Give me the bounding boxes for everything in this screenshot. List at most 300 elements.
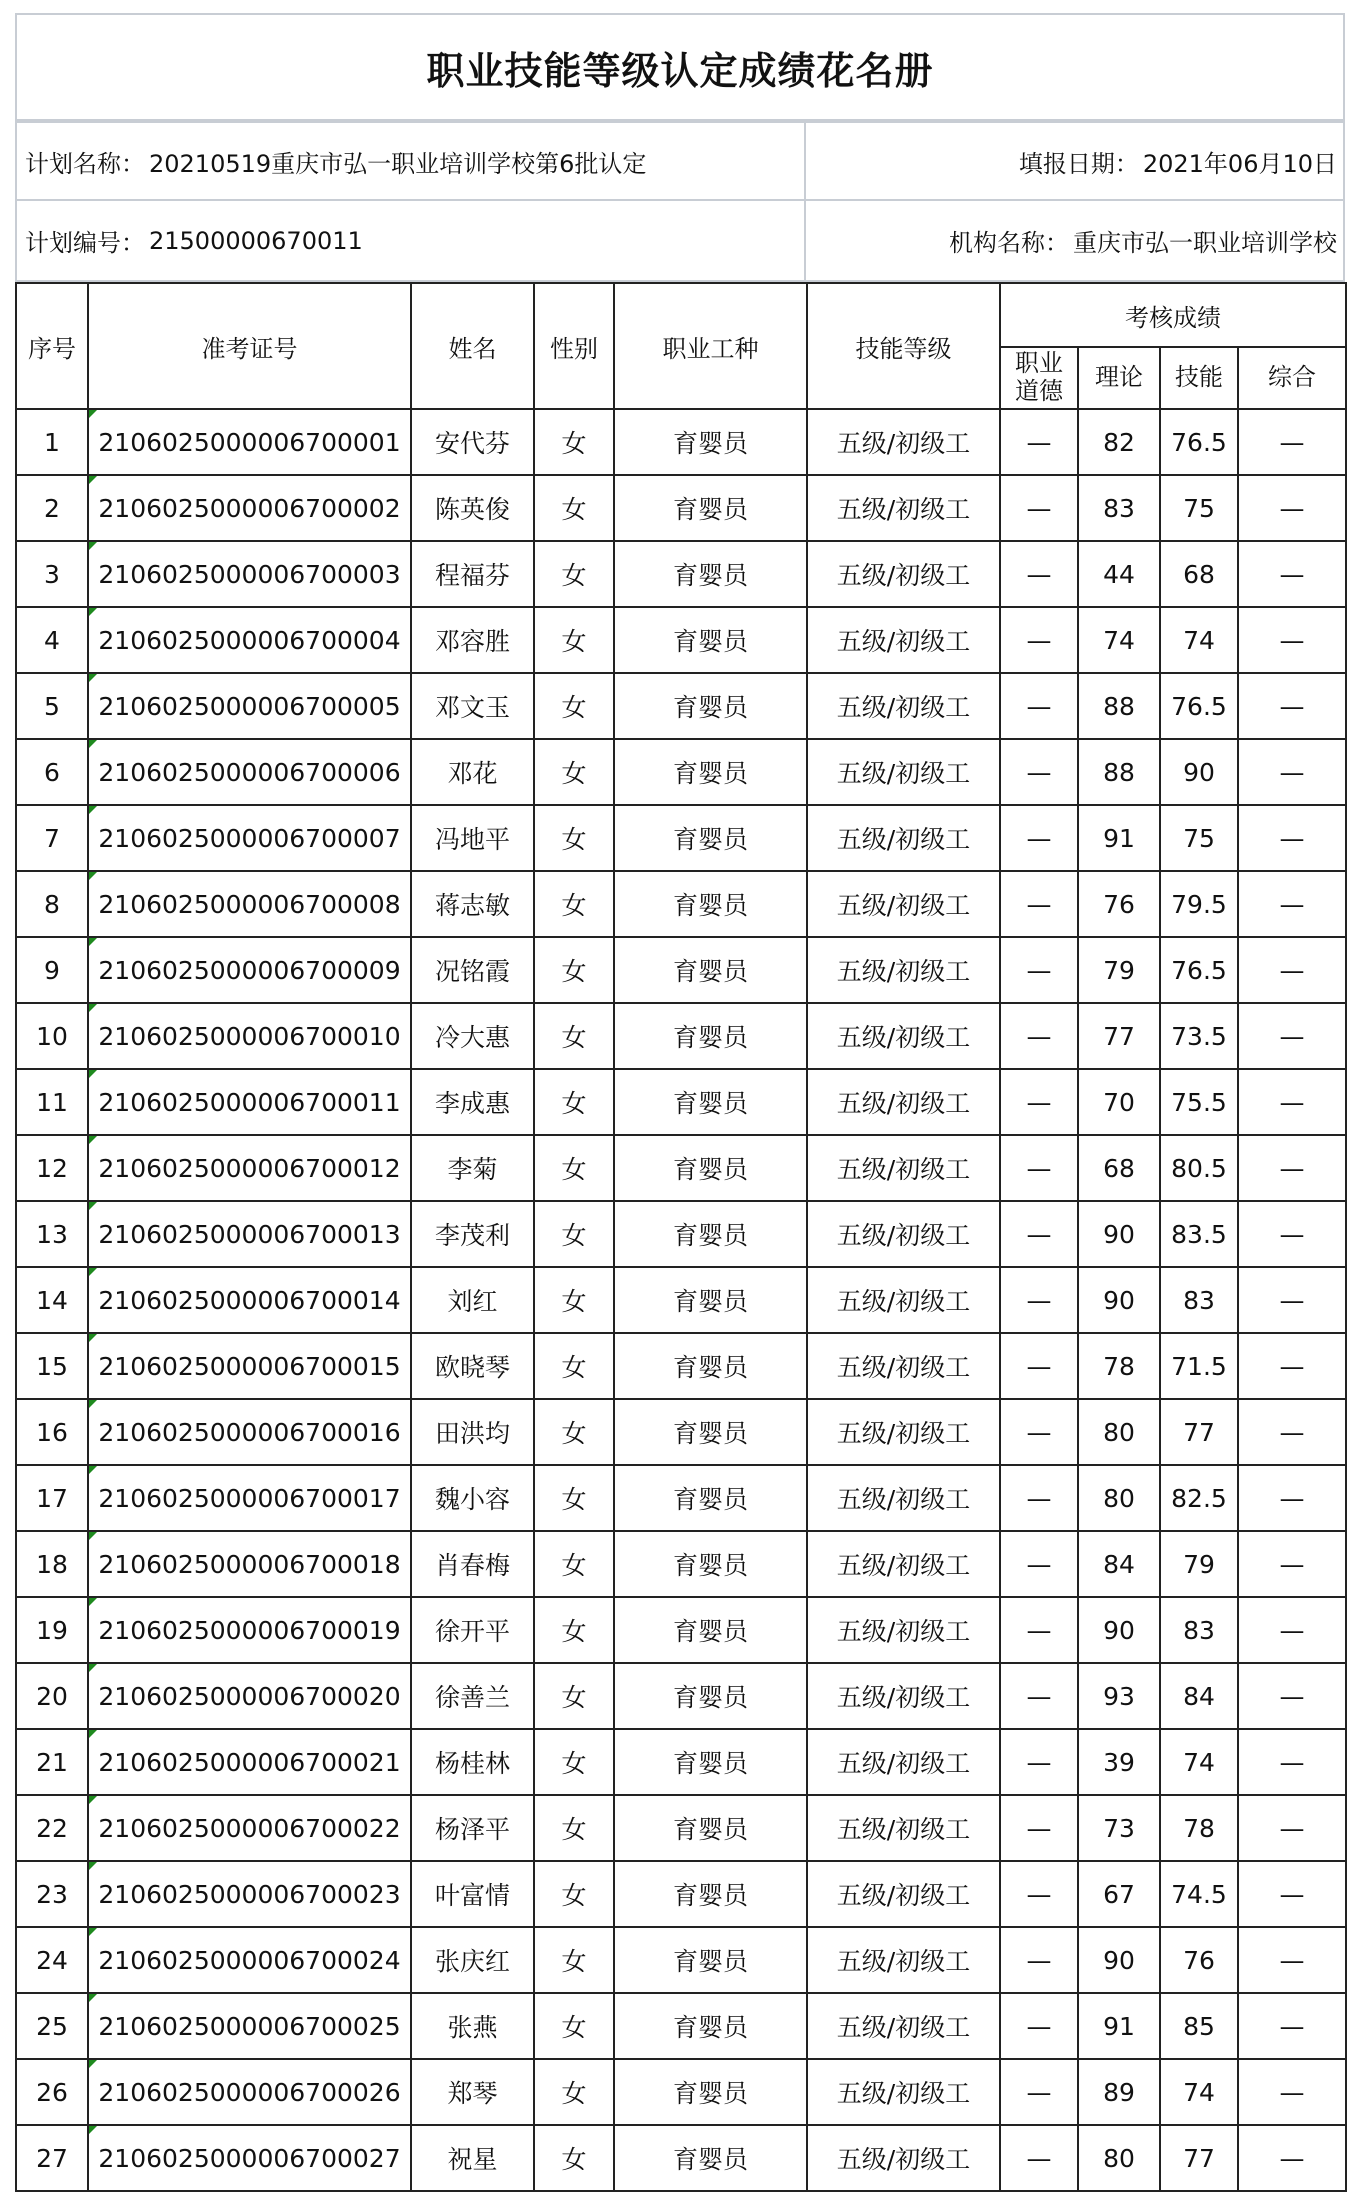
theory-score-cell: 76 (1078, 871, 1160, 937)
theory-score-cell: 84 (1078, 1531, 1160, 1597)
occupation-cell: 育婴员 (614, 1861, 807, 1927)
name-cell: 张庆红 (411, 1927, 534, 1993)
skill-score-cell: 75 (1160, 805, 1238, 871)
exam-no-text: 2106025000006700007 (98, 823, 401, 853)
gender-cell: 女 (534, 1399, 614, 1465)
ethics-score-cell: — (1000, 805, 1078, 871)
level-cell: 五级/初级工 (807, 607, 1000, 673)
text-number-indicator-icon (89, 740, 97, 748)
theory-score-cell: 89 (1078, 2059, 1160, 2125)
theory-score-cell: 73 (1078, 1795, 1160, 1861)
gender-cell: 女 (534, 1465, 614, 1531)
name-cell: 田洪均 (411, 1399, 534, 1465)
gender-cell: 女 (534, 1597, 614, 1663)
text-number-indicator-icon (89, 938, 97, 946)
occupation-cell: 育婴员 (614, 1003, 807, 1069)
header-exam-no: 准考证号 (88, 283, 411, 409)
table-row (16, 1003, 1346, 1069)
theory-score-cell: 83 (1078, 475, 1160, 541)
theory-score-cell: 39 (1078, 1729, 1160, 1795)
seq-cell: 15 (16, 1333, 88, 1399)
level-cell: 五级/初级工 (807, 1663, 1000, 1729)
gender-cell: 女 (534, 739, 614, 805)
occupation-cell: 育婴员 (614, 1267, 807, 1333)
name-cell: 肖春梅 (411, 1531, 534, 1597)
table-row (16, 1399, 1346, 1465)
theory-score-cell: 82 (1078, 409, 1160, 475)
table-row (16, 1201, 1346, 1267)
skill-score-cell: 77 (1160, 1399, 1238, 1465)
table-row (16, 1069, 1346, 1135)
exam-no-text: 2106025000006700027 (98, 2143, 401, 2173)
occupation-cell: 育婴员 (614, 1201, 807, 1267)
occupation-cell: 育婴员 (614, 1795, 807, 1861)
gender-cell: 女 (534, 805, 614, 871)
name-cell: 徐开平 (411, 1597, 534, 1663)
skill-score-cell: 77 (1160, 2125, 1238, 2191)
org-name-label: 机构名称： (949, 229, 1069, 257)
exam-no-text: 2106025000006700012 (98, 1153, 401, 1183)
gender-cell: 女 (534, 1333, 614, 1399)
occupation-cell: 育婴员 (614, 475, 807, 541)
exam-no-text: 2106025000006700020 (98, 1681, 401, 1711)
text-number-indicator-icon (89, 410, 97, 418)
plan-no-label: 计划编号： (25, 229, 145, 257)
name-cell: 邓花 (411, 739, 534, 805)
overall-score-cell: — (1238, 1399, 1346, 1465)
table-row (16, 937, 1346, 1003)
level-cell: 五级/初级工 (807, 1729, 1000, 1795)
name-cell: 杨桂林 (411, 1729, 534, 1795)
skill-score-cell: 71.5 (1160, 1333, 1238, 1399)
overall-score-cell: — (1238, 475, 1346, 541)
seq-cell: 18 (16, 1531, 88, 1597)
occupation-cell: 育婴员 (614, 1399, 807, 1465)
overall-score-cell: — (1238, 1267, 1346, 1333)
level-cell: 五级/初级工 (807, 409, 1000, 475)
ethics-score-cell: — (1000, 937, 1078, 1003)
overall-score-cell: — (1238, 1201, 1346, 1267)
exam-no-cell (88, 541, 411, 607)
overall-score-cell: — (1238, 739, 1346, 805)
seq-cell: 12 (16, 1135, 88, 1201)
gender-cell: 女 (534, 1729, 614, 1795)
ethics-score-cell: — (1000, 1861, 1078, 1927)
text-number-indicator-icon (89, 806, 97, 814)
exam-no-text: 2106025000006700009 (98, 955, 401, 985)
name-cell: 郑琴 (411, 2059, 534, 2125)
exam-no-cell (88, 1663, 411, 1729)
occupation-cell: 育婴员 (614, 1333, 807, 1399)
theory-score-cell: 78 (1078, 1333, 1160, 1399)
table-row (16, 1135, 1346, 1201)
theory-score-cell: 44 (1078, 541, 1160, 607)
occupation-cell: 育婴员 (614, 607, 807, 673)
overall-score-cell: — (1238, 1927, 1346, 1993)
overall-score-cell: — (1238, 2125, 1346, 2191)
header-occupation: 职业工种 (614, 283, 807, 409)
fill-date-cell (804, 121, 1345, 201)
table-row (16, 1465, 1346, 1531)
name-cell: 杨泽平 (411, 1795, 534, 1861)
exam-no-cell (88, 739, 411, 805)
exam-no-text: 2106025000006700010 (98, 1021, 401, 1051)
occupation-cell: 育婴员 (614, 805, 807, 871)
text-number-indicator-icon (89, 1268, 97, 1276)
name-cell: 程福芬 (411, 541, 534, 607)
seq-cell: 6 (16, 739, 88, 805)
text-number-indicator-icon (89, 476, 97, 484)
skill-score-cell: 90 (1160, 739, 1238, 805)
overall-score-cell: — (1238, 1861, 1346, 1927)
theory-score-cell: 67 (1078, 1861, 1160, 1927)
gender-cell: 女 (534, 1267, 614, 1333)
exam-no-text: 2106025000006700003 (98, 559, 401, 589)
text-number-indicator-icon (89, 542, 97, 550)
skill-score-cell: 75 (1160, 475, 1238, 541)
exam-no-text: 2106025000006700014 (98, 1285, 401, 1315)
text-number-indicator-icon (89, 1136, 97, 1144)
theory-score-cell: 90 (1078, 1267, 1160, 1333)
table-row (16, 871, 1346, 937)
name-cell: 邓文玉 (411, 673, 534, 739)
text-number-indicator-icon (89, 1796, 97, 1804)
exam-no-cell (88, 1597, 411, 1663)
ethics-score-cell: — (1000, 1597, 1078, 1663)
skill-score-cell: 78 (1160, 1795, 1238, 1861)
skill-score-cell: 82.5 (1160, 1465, 1238, 1531)
overall-score-cell: — (1238, 1333, 1346, 1399)
header-overall: 综合 (1238, 347, 1346, 409)
exam-no-cell (88, 1333, 411, 1399)
table-row (16, 607, 1346, 673)
seq-cell: 8 (16, 871, 88, 937)
plan-name-cell (15, 121, 806, 201)
name-cell: 李成惠 (411, 1069, 534, 1135)
name-cell: 叶富情 (411, 1861, 534, 1927)
exam-no-cell (88, 673, 411, 739)
level-cell: 五级/初级工 (807, 739, 1000, 805)
ethics-score-cell: — (1000, 1531, 1078, 1597)
exam-no-text: 2106025000006700024 (98, 1945, 401, 1975)
gender-cell: 女 (534, 2059, 614, 2125)
overall-score-cell: — (1238, 1597, 1346, 1663)
seq-cell: 21 (16, 1729, 88, 1795)
skill-score-cell: 83 (1160, 1597, 1238, 1663)
text-number-indicator-icon (89, 1004, 97, 1012)
level-cell: 五级/初级工 (807, 1927, 1000, 1993)
table-row (16, 1993, 1346, 2059)
header-scores: 考核成绩 (1000, 283, 1346, 347)
theory-score-cell: 68 (1078, 1135, 1160, 1201)
name-cell: 陈英俊 (411, 475, 534, 541)
exam-no-text: 2106025000006700006 (98, 757, 401, 787)
occupation-cell: 育婴员 (614, 541, 807, 607)
ethics-score-cell: — (1000, 607, 1078, 673)
level-cell: 五级/初级工 (807, 871, 1000, 937)
level-cell: 五级/初级工 (807, 1135, 1000, 1201)
theory-score-cell: 91 (1078, 1993, 1160, 2059)
gender-cell: 女 (534, 1531, 614, 1597)
header-ethics: 职业道德 (1000, 347, 1078, 409)
plan-name-value: 20210519重庆市弘一职业培训学校第6批认定 (149, 149, 647, 178)
skill-score-cell: 74 (1160, 2059, 1238, 2125)
exam-no-cell (88, 1531, 411, 1597)
ethics-score-cell: — (1000, 1465, 1078, 1531)
theory-score-cell: 70 (1078, 1069, 1160, 1135)
seq-cell: 14 (16, 1267, 88, 1333)
occupation-cell: 育婴员 (614, 409, 807, 475)
overall-score-cell: — (1238, 1663, 1346, 1729)
table-row (16, 673, 1346, 739)
overall-score-cell: — (1238, 871, 1346, 937)
org-name-value: 重庆市弘一职业培训学校 (1073, 229, 1337, 257)
ethics-score-cell: — (1000, 2059, 1078, 2125)
level-cell: 五级/初级工 (807, 2059, 1000, 2125)
text-number-indicator-icon (89, 1202, 97, 1210)
ethics-score-cell: — (1000, 871, 1078, 937)
overall-score-cell: — (1238, 1069, 1346, 1135)
plan-name-label: 计划名称： (25, 149, 145, 178)
overall-score-cell: — (1238, 1795, 1346, 1861)
gender-cell: 女 (534, 871, 614, 937)
ethics-score-cell: — (1000, 475, 1078, 541)
occupation-cell: 育婴员 (614, 673, 807, 739)
page-title: 职业技能等级认定成绩花名册 (15, 13, 1345, 121)
theory-score-cell: 90 (1078, 1927, 1160, 1993)
exam-no-cell (88, 1267, 411, 1333)
overall-score-cell: — (1238, 1993, 1346, 2059)
text-number-indicator-icon (89, 1664, 97, 1672)
name-cell: 徐善兰 (411, 1663, 534, 1729)
seq-cell: 2 (16, 475, 88, 541)
gender-cell: 女 (534, 673, 614, 739)
exam-no-cell (88, 1861, 411, 1927)
seq-cell: 7 (16, 805, 88, 871)
exam-no-cell (88, 1201, 411, 1267)
gender-cell: 女 (534, 1069, 614, 1135)
name-cell: 邓容胜 (411, 607, 534, 673)
table-row (16, 1795, 1346, 1861)
name-cell: 张燕 (411, 1993, 534, 2059)
gender-cell: 女 (534, 937, 614, 1003)
gender-cell: 女 (534, 607, 614, 673)
table-row (16, 475, 1346, 541)
exam-no-cell (88, 1069, 411, 1135)
ethics-score-cell: — (1000, 1993, 1078, 2059)
occupation-cell: 育婴员 (614, 1597, 807, 1663)
exam-no-text: 2106025000006700002 (98, 493, 401, 523)
skill-score-cell: 83 (1160, 1267, 1238, 1333)
exam-no-cell (88, 871, 411, 937)
seq-cell: 27 (16, 2125, 88, 2191)
overall-score-cell: — (1238, 1729, 1346, 1795)
ethics-score-cell: — (1000, 1267, 1078, 1333)
exam-no-text: 2106025000006700021 (98, 1747, 401, 1777)
table-row (16, 805, 1346, 871)
table-row (16, 1861, 1346, 1927)
name-cell: 魏小容 (411, 1465, 534, 1531)
text-number-indicator-icon (89, 872, 97, 880)
occupation-cell: 育婴员 (614, 1135, 807, 1201)
overall-score-cell: — (1238, 1531, 1346, 1597)
exam-no-cell (88, 475, 411, 541)
level-cell: 五级/初级工 (807, 673, 1000, 739)
ethics-score-cell: — (1000, 1399, 1078, 1465)
level-cell: 五级/初级工 (807, 2125, 1000, 2191)
header-name: 姓名 (411, 283, 534, 409)
theory-score-cell: 93 (1078, 1663, 1160, 1729)
ethics-score-cell: — (1000, 1333, 1078, 1399)
text-number-indicator-icon (89, 1334, 97, 1342)
seq-cell: 1 (16, 409, 88, 475)
text-number-indicator-icon (89, 674, 97, 682)
level-cell: 五级/初级工 (807, 1597, 1000, 1663)
seq-cell: 16 (16, 1399, 88, 1465)
exam-no-cell (88, 1003, 411, 1069)
table-body (16, 409, 1346, 2191)
gender-cell: 女 (534, 409, 614, 475)
ethics-score-cell: — (1000, 1201, 1078, 1267)
seq-cell: 4 (16, 607, 88, 673)
text-number-indicator-icon (89, 1532, 97, 1540)
table-row (16, 1267, 1346, 1333)
level-cell: 五级/初级工 (807, 1399, 1000, 1465)
seq-cell: 17 (16, 1465, 88, 1531)
gender-cell: 女 (534, 1993, 614, 2059)
exam-no-text: 2106025000006700005 (98, 691, 401, 721)
exam-no-cell (88, 1399, 411, 1465)
overall-score-cell: — (1238, 409, 1346, 475)
seq-cell: 19 (16, 1597, 88, 1663)
seq-cell: 24 (16, 1927, 88, 1993)
ethics-score-cell: — (1000, 739, 1078, 805)
exam-no-text: 2106025000006700015 (98, 1351, 401, 1381)
table-row (16, 1531, 1346, 1597)
name-cell: 蒋志敏 (411, 871, 534, 937)
text-number-indicator-icon (89, 2126, 97, 2134)
table-row (16, 1663, 1346, 1729)
level-cell: 五级/初级工 (807, 1993, 1000, 2059)
ethics-score-cell: — (1000, 1069, 1078, 1135)
occupation-cell: 育婴员 (614, 1531, 807, 1597)
exam-no-text: 2106025000006700023 (98, 1879, 401, 1909)
skill-score-cell: 79.5 (1160, 871, 1238, 937)
header-theory: 理论 (1078, 347, 1160, 409)
occupation-cell: 育婴员 (614, 1663, 807, 1729)
seq-cell: 13 (16, 1201, 88, 1267)
overall-score-cell: — (1238, 1465, 1346, 1531)
name-cell: 况铭霞 (411, 937, 534, 1003)
overall-score-cell: — (1238, 2059, 1346, 2125)
exam-no-cell (88, 607, 411, 673)
exam-no-text: 2106025000006700004 (98, 625, 401, 655)
skill-score-cell: 74 (1160, 607, 1238, 673)
table-row (16, 1927, 1346, 1993)
gender-cell: 女 (534, 1795, 614, 1861)
org-name-cell (804, 199, 1345, 282)
gender-cell: 女 (534, 2125, 614, 2191)
text-number-indicator-icon (89, 1928, 97, 1936)
exam-no-text: 2106025000006700017 (98, 1483, 401, 1513)
text-number-indicator-icon (89, 1466, 97, 1474)
skill-score-cell: 76.5 (1160, 409, 1238, 475)
overall-score-cell: — (1238, 805, 1346, 871)
overall-score-cell: — (1238, 607, 1346, 673)
skill-score-cell: 85 (1160, 1993, 1238, 2059)
text-number-indicator-icon (89, 2060, 97, 2068)
ethics-score-cell: — (1000, 1729, 1078, 1795)
header-level: 技能等级 (807, 283, 1000, 409)
skill-score-cell: 76.5 (1160, 937, 1238, 1003)
occupation-cell: 育婴员 (614, 1465, 807, 1531)
fill-date-value: 2021年06月10日 (1142, 149, 1337, 178)
occupation-cell: 育婴员 (614, 1069, 807, 1135)
exam-no-cell (88, 1927, 411, 1993)
skill-score-cell: 68 (1160, 541, 1238, 607)
name-cell: 冷大惠 (411, 1003, 534, 1069)
skill-score-cell: 74 (1160, 1729, 1238, 1795)
exam-no-text: 2106025000006700018 (98, 1549, 401, 1579)
ethics-score-cell: — (1000, 1135, 1078, 1201)
table-row (16, 2059, 1346, 2125)
overall-score-cell: — (1238, 937, 1346, 1003)
text-number-indicator-icon (89, 1862, 97, 1870)
text-number-indicator-icon (89, 1400, 97, 1408)
seq-cell: 20 (16, 1663, 88, 1729)
theory-score-cell: 90 (1078, 1201, 1160, 1267)
level-cell: 五级/初级工 (807, 1465, 1000, 1531)
skill-score-cell: 79 (1160, 1531, 1238, 1597)
gender-cell: 女 (534, 475, 614, 541)
occupation-cell: 育婴员 (614, 2059, 807, 2125)
skill-score-cell: 74.5 (1160, 1861, 1238, 1927)
score-table (15, 282, 1347, 2192)
level-cell: 五级/初级工 (807, 1333, 1000, 1399)
plan-no-cell (15, 199, 806, 282)
exam-no-text: 2106025000006700026 (98, 2077, 401, 2107)
text-number-indicator-icon (89, 1598, 97, 1606)
name-cell: 冯地平 (411, 805, 534, 871)
level-cell: 五级/初级工 (807, 937, 1000, 1003)
name-cell: 安代芬 (411, 409, 534, 475)
exam-no-cell (88, 1993, 411, 2059)
level-cell: 五级/初级工 (807, 1069, 1000, 1135)
overall-score-cell: — (1238, 1003, 1346, 1069)
occupation-cell: 育婴员 (614, 937, 807, 1003)
name-cell: 刘红 (411, 1267, 534, 1333)
skill-score-cell: 76.5 (1160, 673, 1238, 739)
exam-no-cell (88, 2059, 411, 2125)
level-cell: 五级/初级工 (807, 1267, 1000, 1333)
skill-score-cell: 75.5 (1160, 1069, 1238, 1135)
ethics-score-cell: — (1000, 1927, 1078, 1993)
occupation-cell: 育婴员 (614, 1993, 807, 2059)
table-row (16, 739, 1346, 805)
name-cell: 祝星 (411, 2125, 534, 2191)
header-skill: 技能 (1160, 347, 1238, 409)
gender-cell: 女 (534, 541, 614, 607)
seq-cell: 5 (16, 673, 88, 739)
exam-no-cell (88, 1135, 411, 1201)
overall-score-cell: — (1238, 673, 1346, 739)
theory-score-cell: 79 (1078, 937, 1160, 1003)
gender-cell: 女 (534, 1663, 614, 1729)
gender-cell: 女 (534, 1003, 614, 1069)
table-row (16, 409, 1346, 475)
level-cell: 五级/初级工 (807, 541, 1000, 607)
header-seq: 序号 (16, 283, 88, 409)
